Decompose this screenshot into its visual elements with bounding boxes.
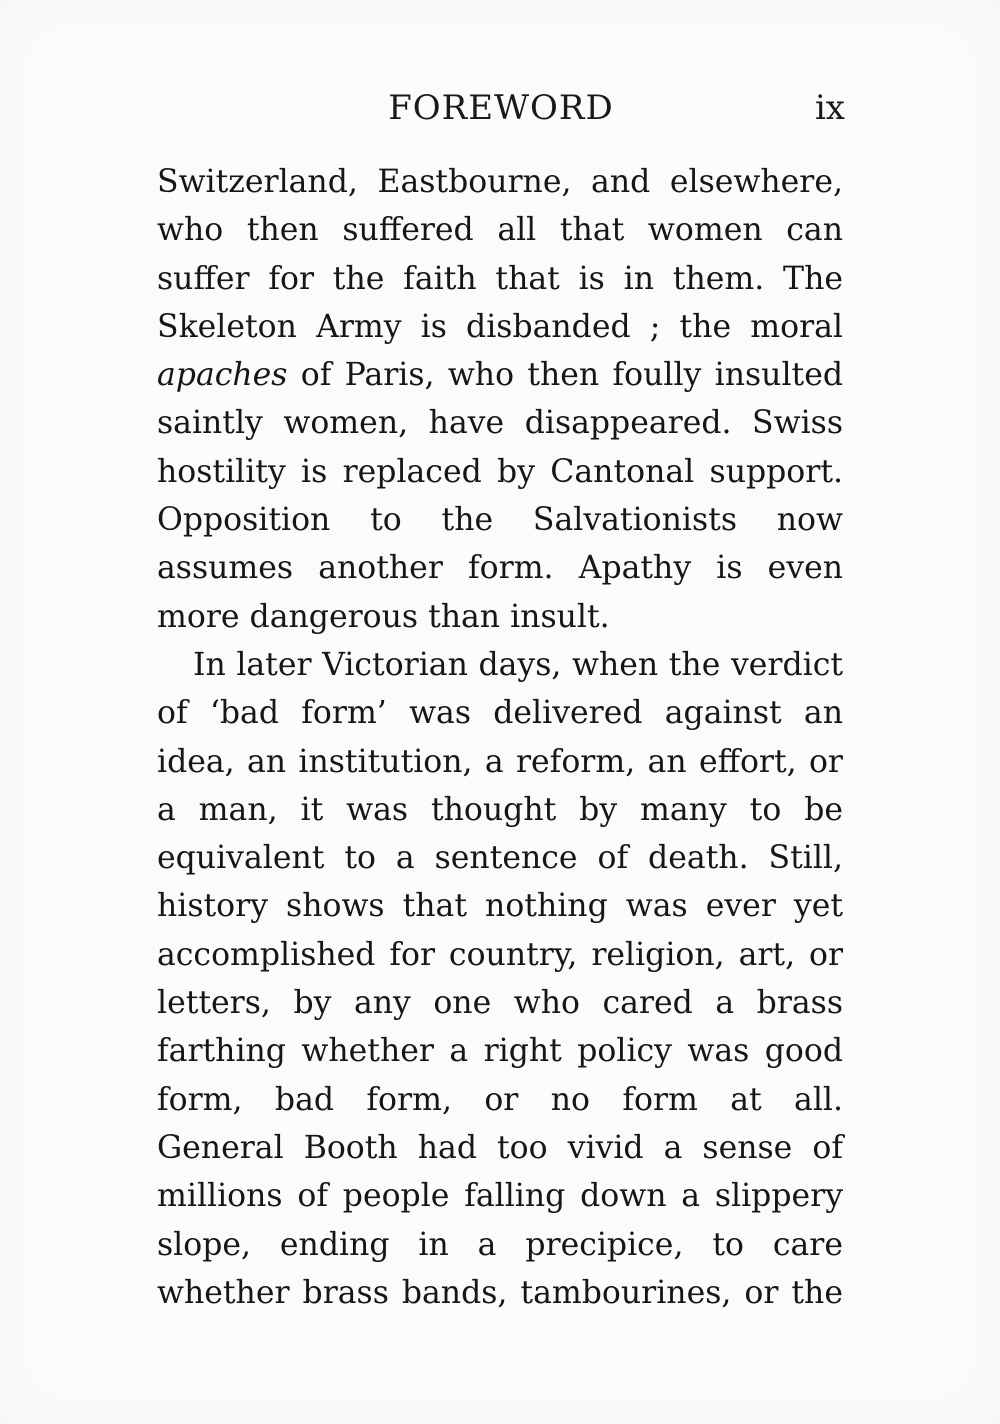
page-header: [157, 86, 845, 130]
paragraph: [157, 158, 843, 641]
text-line: In later Victorian days, when the verdict: [193, 646, 843, 683]
text-line: slope, ending in a precipice, to care: [157, 1226, 843, 1263]
running-title: FOREWORD: [388, 88, 614, 128]
body-text: [157, 158, 843, 1317]
page-number: ix: [814, 88, 845, 128]
text-line: saintly women, have disappeared. Swiss: [157, 405, 843, 442]
text-line: idea, an institution, a reform, an effort, or: [157, 743, 843, 780]
text-line: a man, it was thought by many to be: [157, 791, 843, 828]
text-line: form, bad form, or no form at all.: [157, 1081, 843, 1118]
text-line: Opposition to the Salvationists now: [157, 502, 843, 539]
text-line: history shows that nothing was ever yet: [157, 888, 843, 925]
text-line: who then suffered all that women can: [157, 212, 843, 249]
text-line: whether brass bands, tambourines, or the: [157, 1274, 843, 1311]
text-line: suffer for the faith that is in them. The: [157, 260, 843, 297]
text-line: Skeleton Army is disbanded ; the moral: [157, 308, 843, 345]
text-line: [157, 351, 843, 399]
paragraph: [157, 641, 843, 1317]
text-line: General Booth had too vivid a sense of: [157, 1129, 843, 1166]
text-line: of ‘bad form’ was delivered against an: [157, 695, 843, 732]
text-line: equivalent to a sentence of death. Still,: [157, 840, 843, 877]
text-line: farthing whether a right policy was good: [157, 1033, 843, 1070]
text-line: Switzerland, Eastbourne, and elsewhere,: [157, 164, 843, 200]
text-line: letters, by any one who cared a brass: [157, 985, 843, 1022]
text-line: millions of people falling down a slippery: [157, 1178, 843, 1215]
text-line: assumes another form. Apathy is even: [157, 550, 843, 587]
italic-word: apaches: [157, 357, 288, 394]
text-line: hostility is replaced by Cantonal support.: [157, 453, 843, 490]
text-line: accomplished for country, religion, art, or: [157, 936, 843, 973]
text-line: more dangerous than insult.: [157, 598, 610, 635]
text-line-rest: of Paris, who then foully insulted: [300, 357, 844, 394]
